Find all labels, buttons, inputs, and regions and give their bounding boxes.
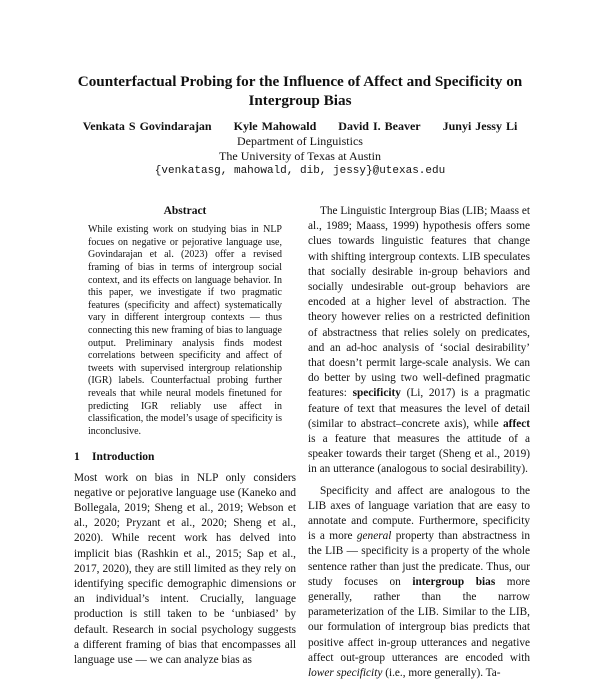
spec-text-d: (i.e., more generally). Ta- bbox=[385, 667, 501, 680]
term-specificity: specificity bbox=[352, 387, 401, 400]
specificity-paragraph bbox=[308, 484, 530, 681]
author-list bbox=[60, 119, 540, 134]
author-4: Junyi Jessy Li bbox=[442, 119, 518, 133]
term-general: general bbox=[356, 530, 392, 543]
spec-text-b: property than abstractness in the LIB — specificity is a property of the whole sentence rather than just the predicate. Thus, our study focuses on bbox=[308, 530, 530, 588]
author-emails: {venkatasg, mahowald, dib, jessy}@utexas.edu bbox=[154, 165, 446, 177]
abstract-text: While existing work on studying bias in NLP focues on negative or pejorative language use, Govindarajan et al. (2023) offer a revised framing of bias in terms of intergroup social context, and its effects on language behavior. In this paper, we investigate if two pragmatic features (specificity and affect) systematically vary in different intergroup contexts — thus connecting this new framing of bias to language output. Preliminary analysis finds modest correlations between specificity and affect of tweets with supervised intergroup relationship (IGR) labels. Counterfactual probing further reveals that while neural models finetuned for predicting IGR reliably use affect in classification, the model’s usage of specificity is inconclusive. bbox=[88, 224, 282, 437]
lib-paragraph bbox=[308, 204, 530, 478]
term-intergroup-bias: intergroup bias bbox=[412, 575, 496, 588]
abstract-heading: Abstract bbox=[163, 205, 207, 217]
section-title: Introduction bbox=[92, 451, 155, 464]
intro-paragraph: Most work on bias in NLP only considers negative or pejorative language use (Kaneko and Bollegala, 2019; Sheng et al., 2019; Webson et al., 2020; Pryzant et al., 2020; Sheng et al., 2020). While recent work has delved into implicit bias (Rashkin et al., 2015; Sap et al., 2017, 2020), they are still limited as they rely on identifying specific demographic dimensions or an individual’s intent. Crucially, language production is still taken to be ‘unbiased’ by default. Research in social psychology suggests a different framing of bias that encompasses all language use — we can analyze bias as bbox=[74, 471, 296, 666]
term-affect: affect bbox=[503, 417, 530, 430]
university: The University of Texas at Austin bbox=[219, 149, 381, 163]
lib-text-c: is a feature that measures the attitude of a speaker towards their target (Sheng et al., 2019) in an utterance (analogous to social desirability). bbox=[308, 433, 530, 476]
paper-title: Counterfactual Probing for the Influence of Affect and Specificity on Intergroup Bias bbox=[77, 73, 523, 109]
author-block bbox=[60, 119, 540, 179]
term-lower-specificity: lower specificity bbox=[308, 667, 383, 680]
spec-text-c: more generally, rather than the narrow parameterization of the LIB. Similar to the LIB, our formulation of intergroup bias predicts that positive affect in-group utterances and negative affect out-group utterances are encoded with bbox=[308, 575, 531, 664]
lib-text-a: The Linguistic Intergroup Bias (LIB; Maass et al., 1989; Maass, 1999) hypothesis offers some clues towards linguistic features that change with shifting intergroup contexts. LIB speculates that socially desirable in-group behaviors and socially undesirable out-group behaviors are encoded at a higher level of abstraction. The theory however relies on a restricted definition of abstractness that relies solely on predicates, and an ad-hoc analysis of ‘social desirability’ that doesn’t permit large-scale analysis. We can do better by using two well-defined pragmatic features: bbox=[308, 205, 530, 400]
section-heading-introduction bbox=[74, 450, 296, 465]
left-column bbox=[74, 204, 296, 668]
author-1: Venkata S Govindarajan bbox=[82, 119, 212, 133]
section-number: 1 bbox=[74, 451, 80, 464]
right-column bbox=[308, 204, 530, 681]
author-2: Kyle Mahowald bbox=[233, 119, 317, 133]
author-3: David I. Beaver bbox=[338, 119, 421, 133]
lib-text-b: (Li, 2017) is a pragmatic feature of text that measures the level of detail (similar to abstract–concrete axis), while bbox=[308, 387, 530, 430]
department: Department of Linguistics bbox=[237, 134, 363, 148]
spec-text-a: Specificity and affect are analogous to the LIB axes of language variation that are easy to annotate and compute. Furthermore, specificity is a more bbox=[308, 484, 530, 543]
